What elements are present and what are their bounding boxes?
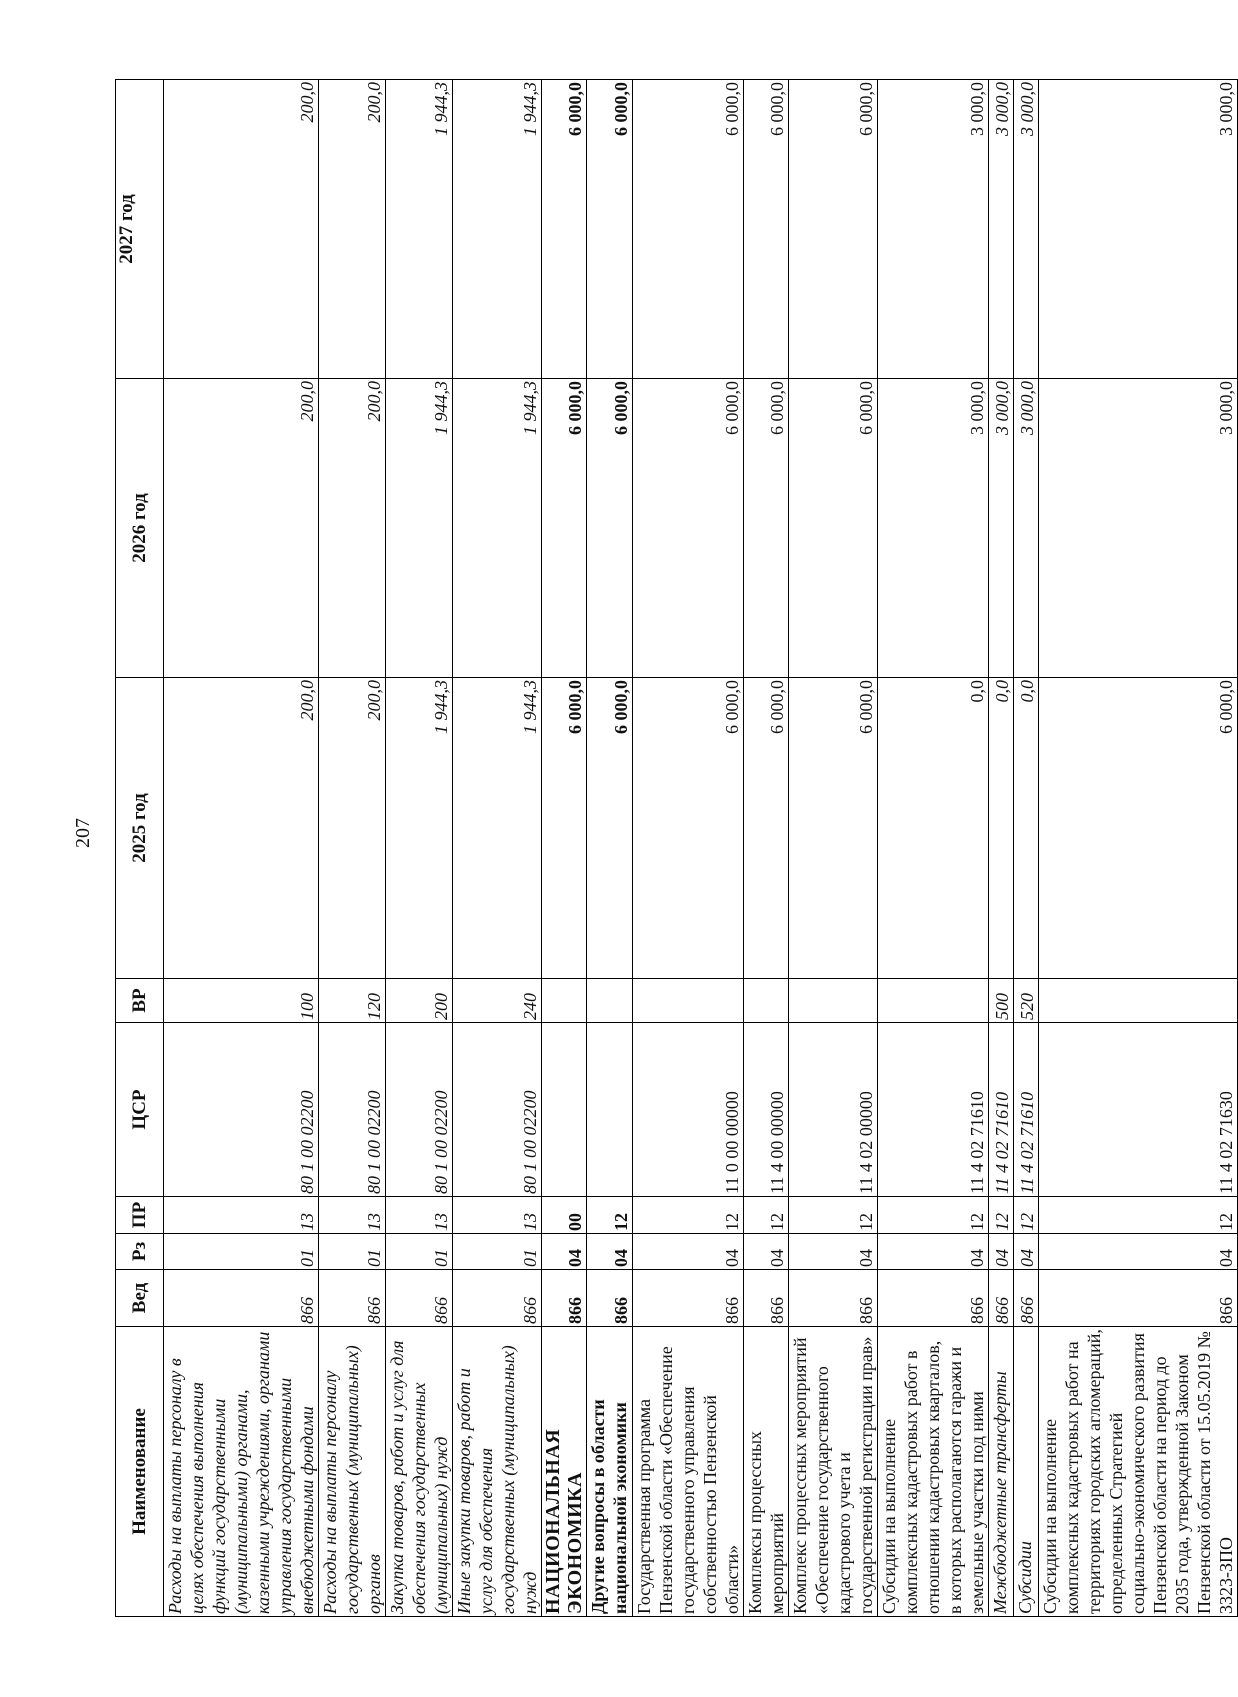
row-csr: 11 4 02 71610 <box>1014 1023 1039 1197</box>
row-pr: 13 <box>164 1197 319 1234</box>
row-pr: 12 <box>587 1197 633 1234</box>
table-row <box>386 80 453 1617</box>
row-ved: 866 <box>453 1270 542 1327</box>
row-2026: 6 000,0 <box>587 379 633 678</box>
row-2025: 6 000,0 <box>744 678 789 979</box>
table-row <box>1014 80 1039 1617</box>
header-csr: ЦСР <box>116 1023 164 1197</box>
row-vr <box>542 979 587 1023</box>
table-row <box>744 80 789 1617</box>
row-ved: 866 <box>989 1270 1014 1327</box>
row-ved: 866 <box>587 1270 633 1327</box>
row-2026: 3 000,0 <box>989 379 1014 678</box>
row-pr: 13 <box>453 1197 542 1234</box>
row-pr: 00 <box>542 1197 587 1234</box>
table-row <box>319 80 386 1617</box>
row-ved: 866 <box>789 1270 878 1327</box>
row-rz: 01 <box>386 1234 453 1270</box>
row-vr <box>744 979 789 1023</box>
row-2027: 1 944,3 <box>453 80 542 379</box>
row-pr: 12 <box>1014 1197 1039 1234</box>
row-pr: 12 <box>1039 1197 1238 1234</box>
row-2026: 6 000,0 <box>789 379 878 678</box>
row-rz: 04 <box>1014 1234 1039 1270</box>
row-2026: 6 000,0 <box>744 379 789 678</box>
row-name: Субсидии на выполнение комплексных кадастровых работ в отношении кадастровых кварталов, в которых располагаются гаражи и земельные участки под ними <box>878 1327 989 1617</box>
table-row <box>587 80 633 1617</box>
rotated-page-content <box>115 80 1236 1617</box>
row-ved: 866 <box>878 1270 989 1327</box>
row-name: Закупка товаров, работ и услуг для обеспечения государственных (муниципальных) нужд <box>386 1327 453 1617</box>
row-name: Государственная программа Пензенской области «Обеспечение государственного управления собственностью Пензенской области» <box>633 1327 744 1617</box>
row-2027: 6 000,0 <box>633 80 744 379</box>
row-name: Расходы на выплаты персоналу в целях обеспечения выполнения функций государственными (муниципальными) органами, казенными учреждениями, органами управления государственными внебюджетными фондами <box>164 1327 319 1617</box>
row-rz: 01 <box>164 1234 319 1270</box>
row-csr <box>542 1023 587 1197</box>
table-row <box>878 80 989 1617</box>
row-csr: 11 4 00 00000 <box>744 1023 789 1197</box>
row-vr <box>878 979 989 1023</box>
row-vr <box>789 979 878 1023</box>
budget-table <box>115 79 1238 1617</box>
row-csr: 11 4 02 71630 <box>1039 1023 1238 1197</box>
row-2027: 1 944,3 <box>386 80 453 379</box>
row-2025: 1 944,3 <box>386 678 453 979</box>
header-pr: ПР <box>116 1197 164 1234</box>
row-2025: 6 000,0 <box>633 678 744 979</box>
row-vr: 500 <box>989 979 1014 1023</box>
row-ved: 866 <box>319 1270 386 1327</box>
row-ved: 866 <box>744 1270 789 1327</box>
row-name: Другие вопросы в области национальной экономики <box>587 1327 633 1617</box>
table-row <box>453 80 542 1617</box>
table-row <box>633 80 744 1617</box>
row-name: Субсидии на выполнение комплексных кадастровых работ на территориях городских агломераций, определенных Стратегией социально-экономического развития Пензенской области на период до 2035 года, утвержденной Законом Пензенской области от 15.05.2019 № 3323-ЗПО <box>1039 1327 1238 1617</box>
row-2027: 200,0 <box>164 80 319 379</box>
row-2025: 6 000,0 <box>542 678 587 979</box>
row-2025: 0,0 <box>878 678 989 979</box>
header-2027: 2027 год <box>116 80 164 379</box>
row-2026: 6 000,0 <box>633 379 744 678</box>
row-rz: 04 <box>1039 1234 1238 1270</box>
row-2025: 0,0 <box>989 678 1014 979</box>
row-ved: 866 <box>542 1270 587 1327</box>
row-2027: 200,0 <box>319 80 386 379</box>
row-2027: 3 000,0 <box>878 80 989 379</box>
row-rz: 04 <box>878 1234 989 1270</box>
row-pr: 12 <box>744 1197 789 1234</box>
row-pr: 12 <box>789 1197 878 1234</box>
row-2027: 3 000,0 <box>1014 80 1039 379</box>
row-vr <box>587 979 633 1023</box>
row-2026: 3 000,0 <box>878 379 989 678</box>
row-2025: 6 000,0 <box>789 678 878 979</box>
row-csr: 80 1 00 02200 <box>386 1023 453 1197</box>
row-pr: 12 <box>878 1197 989 1234</box>
row-2027: 3 000,0 <box>1039 80 1238 379</box>
row-vr: 120 <box>319 979 386 1023</box>
row-vr: 240 <box>453 979 542 1023</box>
row-csr: 11 4 02 71610 <box>878 1023 989 1197</box>
row-2027: 6 000,0 <box>587 80 633 379</box>
row-csr: 11 4 02 71610 <box>989 1023 1014 1197</box>
header-ved: Вед <box>116 1270 164 1327</box>
row-pr: 13 <box>319 1197 386 1234</box>
row-rz: 04 <box>542 1234 587 1270</box>
row-2026: 3 000,0 <box>1014 379 1039 678</box>
row-csr: 80 1 00 02200 <box>164 1023 319 1197</box>
row-name: Иные закупки товаров, работ и услуг для обеспечения государственных (муниципальных) нужд <box>453 1327 542 1617</box>
row-2027: 6 000,0 <box>789 80 878 379</box>
row-csr: 11 4 02 00000 <box>789 1023 878 1197</box>
row-pr: 13 <box>386 1197 453 1234</box>
row-ved: 866 <box>633 1270 744 1327</box>
row-2027: 3 000,0 <box>989 80 1014 379</box>
row-rz: 04 <box>789 1234 878 1270</box>
row-csr: 11 0 00 00000 <box>633 1023 744 1197</box>
page-number: 207 <box>72 818 94 848</box>
table-row <box>1039 80 1238 1617</box>
row-2025: 200,0 <box>319 678 386 979</box>
row-vr <box>1039 979 1238 1023</box>
row-vr <box>633 979 744 1023</box>
row-rz: 04 <box>587 1234 633 1270</box>
header-2025: 2025 год <box>116 678 164 979</box>
row-2027: 6 000,0 <box>542 80 587 379</box>
row-name: Межбюджетные трансферты <box>989 1327 1014 1617</box>
row-name: Комплексы процессных мероприятий <box>744 1327 789 1617</box>
row-name: Комплекс процессных мероприятий «Обеспечение государственного кадастрового учета и государственной регистрации прав» <box>789 1327 878 1617</box>
row-2027: 6 000,0 <box>744 80 789 379</box>
row-vr: 100 <box>164 979 319 1023</box>
row-csr <box>587 1023 633 1197</box>
row-ved: 866 <box>1039 1270 1238 1327</box>
row-2026: 6 000,0 <box>542 379 587 678</box>
row-name: Расходы на выплаты персоналу государственных (муниципальных) органов <box>319 1327 386 1617</box>
row-2025: 200,0 <box>164 678 319 979</box>
row-2026: 200,0 <box>164 379 319 678</box>
header-rz: Рз <box>116 1234 164 1270</box>
row-2026: 200,0 <box>319 379 386 678</box>
row-2026: 1 944,3 <box>453 379 542 678</box>
row-name: НАЦИОНАЛЬНАЯ ЭКОНОМИКА <box>542 1327 587 1617</box>
row-ved: 866 <box>1014 1270 1039 1327</box>
table-row <box>989 80 1014 1617</box>
row-csr: 80 1 00 02200 <box>319 1023 386 1197</box>
row-2025: 6 000,0 <box>587 678 633 979</box>
row-ved: 866 <box>386 1270 453 1327</box>
row-pr: 12 <box>633 1197 744 1234</box>
row-rz: 04 <box>989 1234 1014 1270</box>
row-rz: 04 <box>633 1234 744 1270</box>
table-row <box>164 80 319 1617</box>
row-2026: 1 944,3 <box>386 379 453 678</box>
row-rz: 04 <box>744 1234 789 1270</box>
header-2026: 2026 год <box>116 379 164 678</box>
row-2025: 6 000,0 <box>1039 678 1238 979</box>
row-pr: 12 <box>989 1197 1014 1234</box>
row-ved: 866 <box>164 1270 319 1327</box>
row-name: Субсидии <box>1014 1327 1039 1617</box>
header-name: Наименование <box>116 1327 164 1617</box>
table-header-row <box>116 80 164 1617</box>
row-2026: 3 000,0 <box>1039 379 1238 678</box>
table-row <box>542 80 587 1617</box>
row-rz: 01 <box>453 1234 542 1270</box>
header-vr: ВР <box>116 979 164 1023</box>
table-row <box>789 80 878 1617</box>
row-csr: 80 1 00 02200 <box>453 1023 542 1197</box>
row-2025: 0,0 <box>1014 678 1039 979</box>
row-2025: 1 944,3 <box>453 678 542 979</box>
row-rz: 01 <box>319 1234 386 1270</box>
row-vr: 520 <box>1014 979 1039 1023</box>
row-vr: 200 <box>386 979 453 1023</box>
